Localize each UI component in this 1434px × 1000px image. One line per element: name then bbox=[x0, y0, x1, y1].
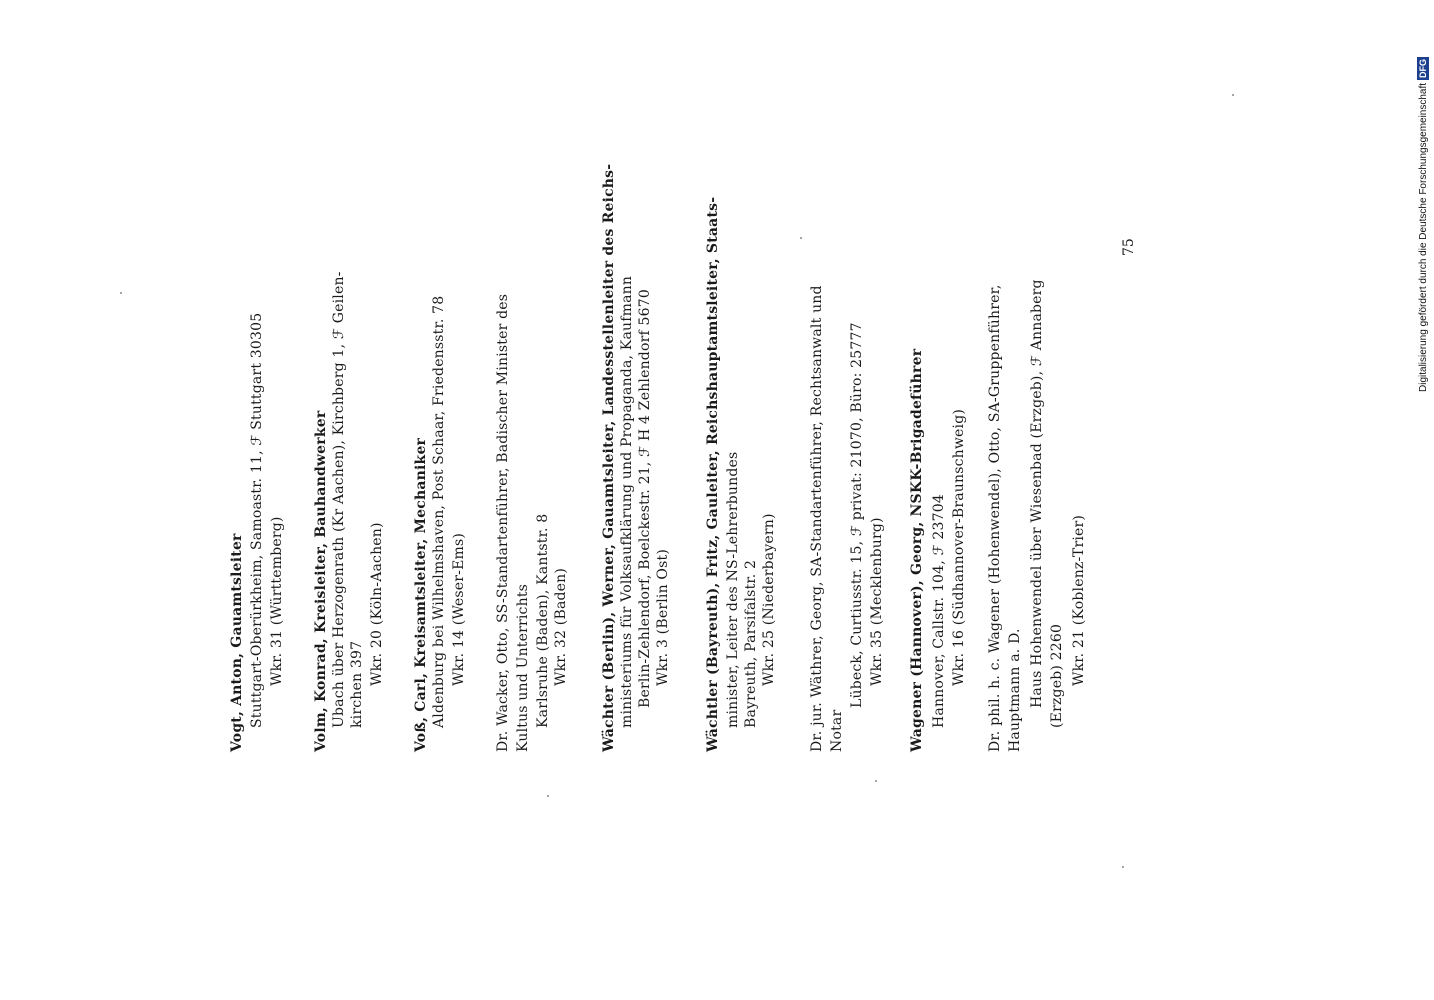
entry-line: Stuttgart-Oberürkheim, Samoastr. 11, ℱ Stuttgart 30305 bbox=[249, 312, 265, 728]
scan-speck bbox=[120, 292, 122, 294]
entry-line: Wkr. 20 (Köln-Aachen) bbox=[369, 522, 385, 686]
scan-speck bbox=[875, 780, 877, 782]
entry-line: Notar bbox=[829, 709, 845, 752]
scan-speck bbox=[800, 237, 802, 239]
entry-line: Hauptmann a. D. bbox=[1007, 628, 1023, 752]
entry-line: Wkr. 31 (Württemberg) bbox=[269, 516, 285, 686]
entry-line: Wkr. 14 (Weser-Ems) bbox=[451, 532, 467, 686]
scan-speck bbox=[1232, 94, 1234, 96]
entry-line: Hannover, Callstr. 104, ℱ 23704 bbox=[931, 494, 947, 728]
entry-line: Wkr. 35 (Mecklenburg) bbox=[869, 517, 885, 686]
entry-line: Lübeck, Curtiusstr. 15, ℱ privat: 21070, Büro: 25777 bbox=[849, 322, 865, 708]
entry-line: Aldenburg bei Wilhelmshaven, Post Schaar, Friedensstr. 78 bbox=[431, 295, 447, 728]
entry-line: Wkr. 32 (Baden) bbox=[553, 567, 569, 686]
scan-speck bbox=[547, 795, 549, 797]
entry-line: Haus Hohenwendel über Wiesenbad (Erzgeb), ℱ Annaberg bbox=[1029, 279, 1045, 708]
entry-line: Ubach über Herzogenrath (Kr Aachen), Kirchberg 1, ℱ Geilen- bbox=[331, 271, 347, 728]
entry-line: Wkr. 16 (Südhannover-Braunschweig) bbox=[951, 408, 967, 686]
entry-line: Wkr. 21 (Koblenz-Trier) bbox=[1071, 514, 1087, 686]
entry-line: Vogt, Anton, Gauamtsleiter bbox=[229, 533, 245, 752]
entry-line: Bayreuth, Parsifalstr. 2 bbox=[743, 559, 759, 728]
entry-line: Kultus und Unterrichts bbox=[515, 583, 531, 752]
entry-line: minister, Leiter des NS-Lehrerbundes bbox=[725, 451, 741, 728]
funding-credit bbox=[1417, 57, 1429, 392]
entry-line: Karlsruhe (Baden), Kantstr. 8 bbox=[535, 513, 551, 728]
entry-line: Dr. jur. Wäthrer, Georg, SA-Standartenführer, Rechtsanwalt und bbox=[809, 285, 825, 752]
entry-line: Wächter (Berlin), Werner, Gauamtsleiter, Landesstellenleiter des Reichs- bbox=[601, 163, 617, 752]
credit-text: Digitalisierung gefördert durch die Deutsche Forschungsgemeinschaft bbox=[1417, 82, 1429, 392]
entry-line: Volm, Konrad, Kreisleiter, Bauhandwerker bbox=[313, 410, 329, 752]
entry-line: Wächtler (Bayreuth), Fritz, Gauleiter, Reichshauptamtsleiter, Staats- bbox=[705, 196, 721, 752]
rotated-page bbox=[226, 163, 1137, 752]
entry-line: Dr. phil. h. c. Wagener (Hohenwendel), Otto, SA-Gruppenführer, bbox=[987, 284, 1003, 752]
entry-line: Berlin-Zehlendorf, Boelckestr. 21, ℱ H 4 Zehlendorf 5670 bbox=[637, 289, 653, 708]
entry-line: Wkr. 3 (Berlin Ost) bbox=[655, 549, 671, 686]
entry-line: ministeriums für Volksaufklärung und Propaganda, Kaufmann bbox=[619, 275, 635, 728]
scan-speck bbox=[1122, 866, 1124, 868]
dfg-logo: DFG bbox=[1418, 58, 1428, 78]
entry-line: (Erzgeb) 2260 bbox=[1049, 623, 1065, 728]
entry-line: Wkr. 25 (Niederbayern) bbox=[761, 513, 777, 686]
page-number: 75 bbox=[1121, 238, 1137, 256]
entry-line: Voß, Carl, Kreisamtsleiter, Mechaniker bbox=[413, 437, 429, 752]
entry-line: kirchen 397 bbox=[349, 640, 365, 728]
entry-line: Dr. Wacker, Otto, SS-Standartenführer, Badischer Minister des bbox=[495, 293, 511, 752]
entry-line: Wagener (Hannover), Georg, NSKK-Brigadeführer bbox=[909, 348, 925, 752]
